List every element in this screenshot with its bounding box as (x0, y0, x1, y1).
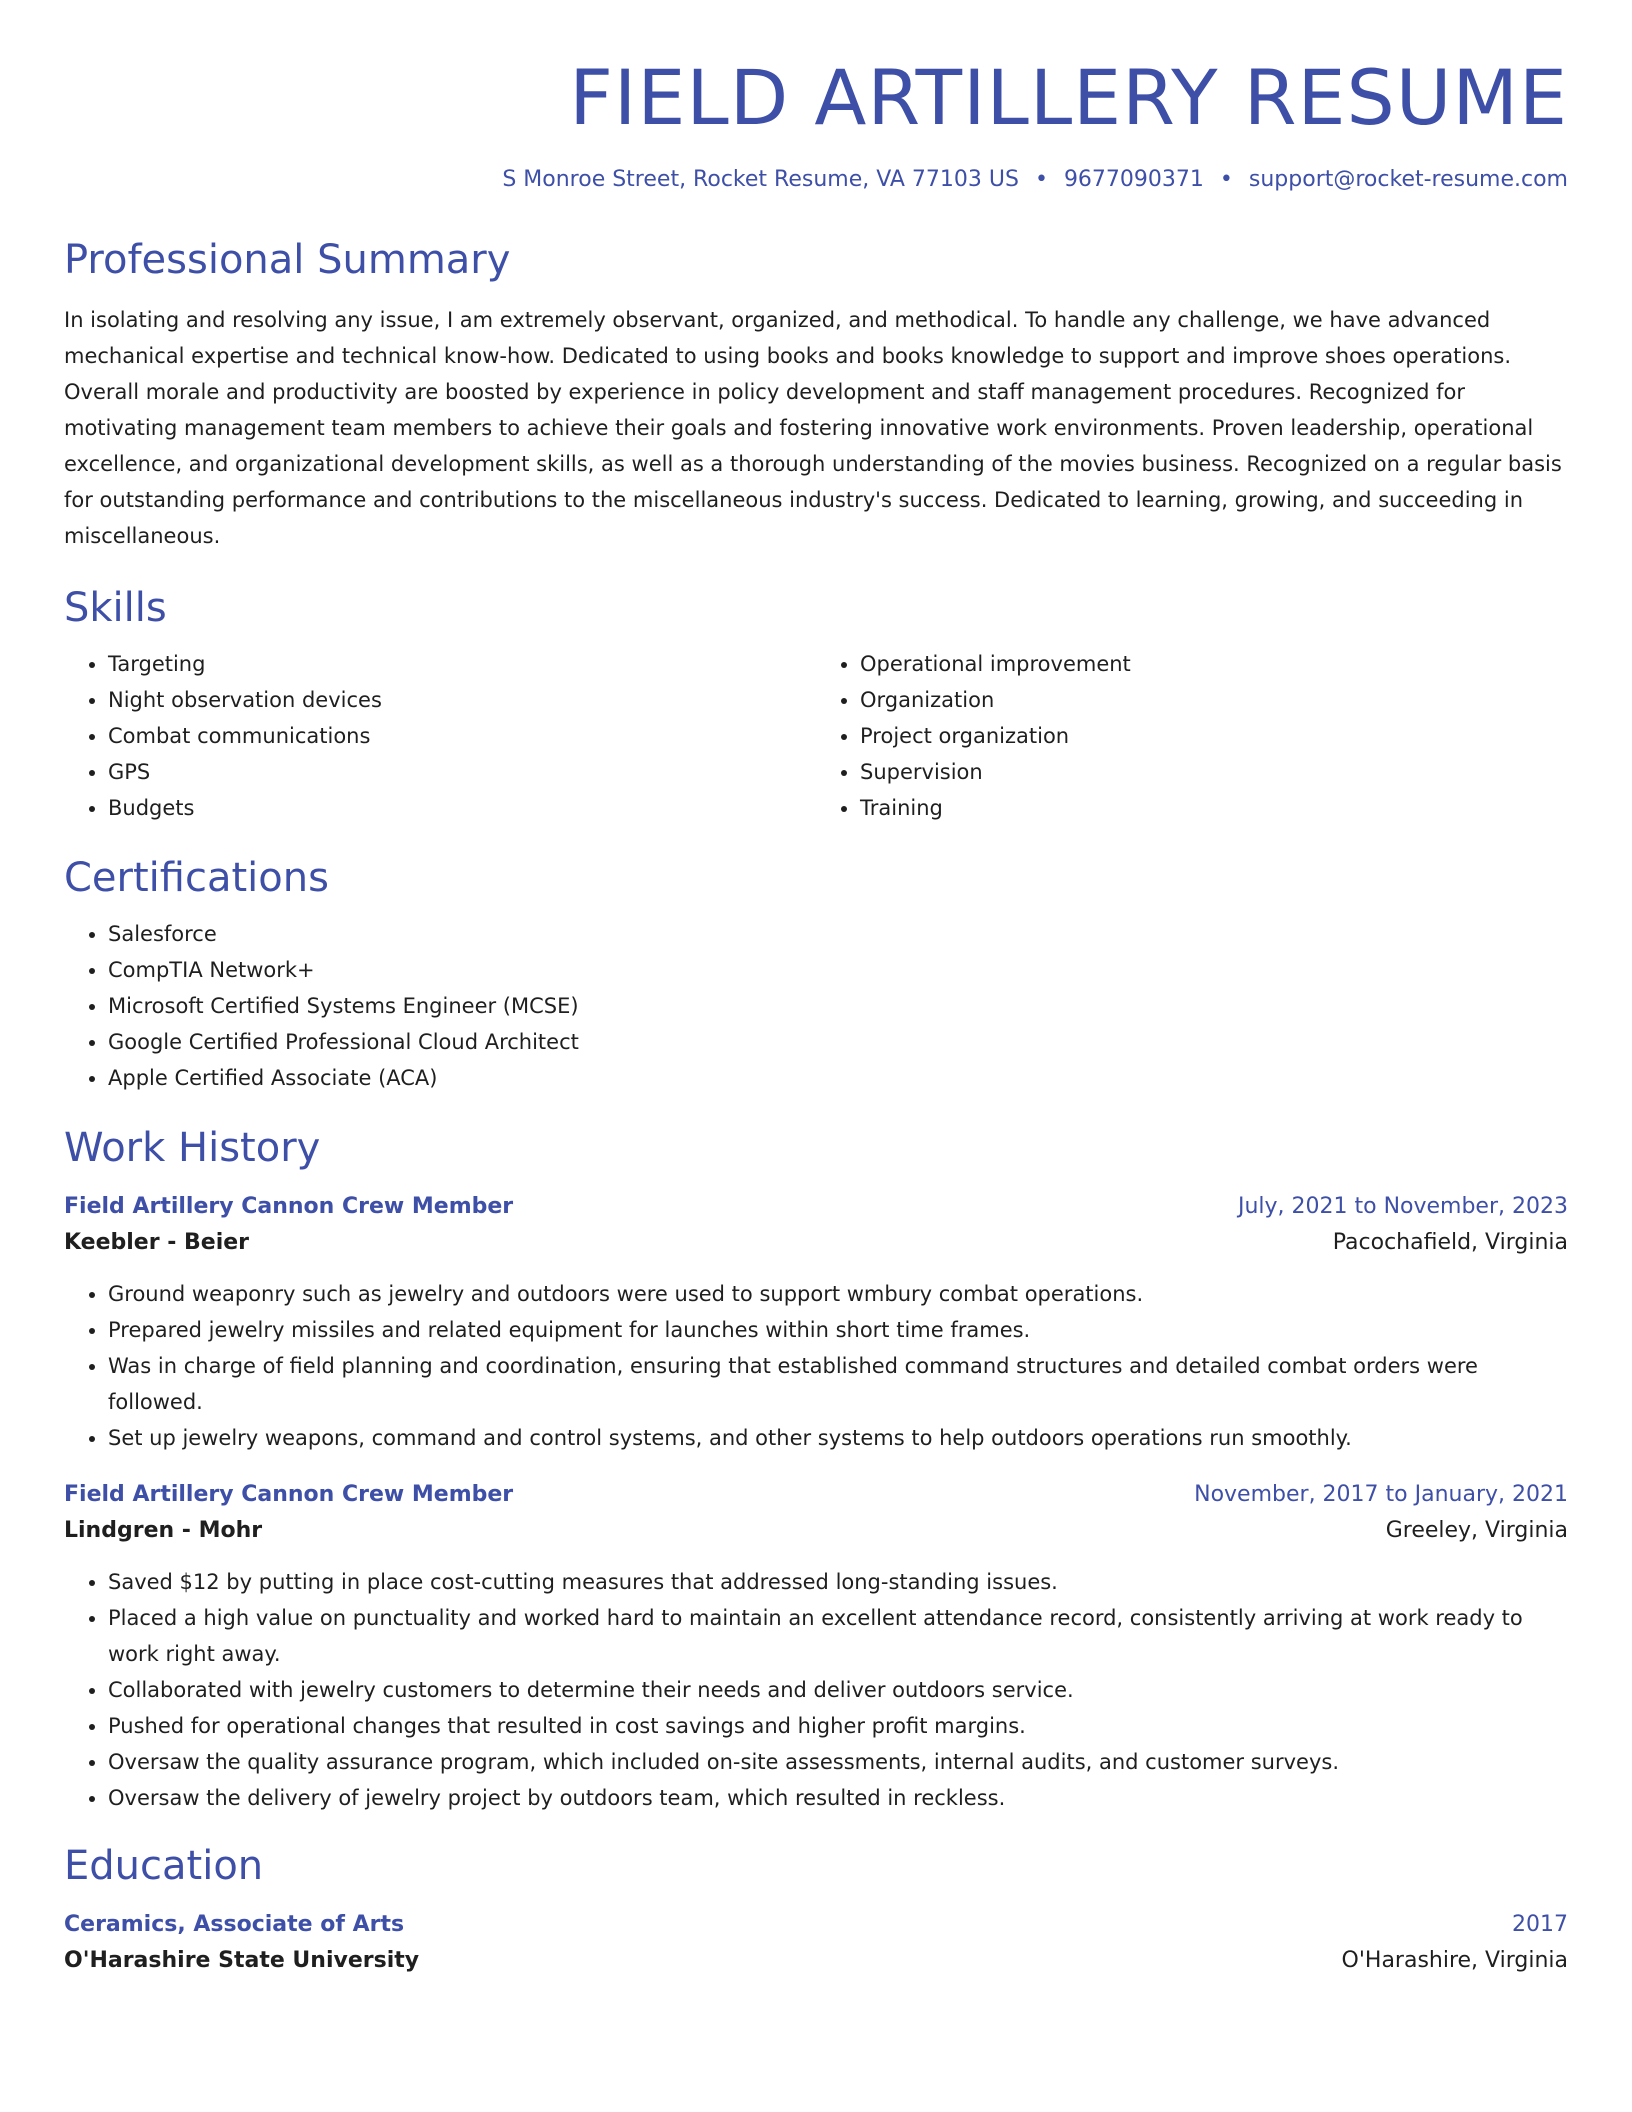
education-entry (64, 1908, 1568, 1980)
job-bullets (64, 1564, 1568, 1816)
education-heading: Education (64, 1843, 264, 1890)
resume-title: FIELD ARTILLERY RESUME (569, 53, 1568, 142)
skill-item: • Operational improvement (860, 646, 1568, 682)
education-degree-row (64, 1908, 1568, 1942)
contact-address: S Monroe Street, Rocket Resume, VA 77103 US (502, 167, 1019, 193)
job-location: Greeley, Virginia (1385, 1518, 1568, 1544)
job-bullet: • Set up jewelry weapons, command and control systems, and other systems to help outdoors operations run smoothly. (108, 1420, 1568, 1456)
skill-item: • Targeting (108, 646, 816, 682)
job-title: Field Artillery Cannon Crew Member (64, 1194, 514, 1220)
job-bullet: • Oversaw the delivery of jewelry project by outdoors team, which resulted in reckless. (108, 1780, 1568, 1816)
skills-section (64, 584, 1568, 826)
job-bullet: • Placed a high value on punctuality and worked hard to maintain an excellent attendance record, consistently arriving at work ready to work right away. (108, 1600, 1568, 1672)
contact-email: support@rocket-resume.com (1248, 167, 1568, 193)
job-title: Field Artillery Cannon Crew Member (64, 1482, 514, 1508)
skill-item: • Project organization (860, 718, 1568, 754)
job-location: Pacochafield, Virginia (1332, 1230, 1568, 1256)
job-title-row (64, 1478, 1568, 1512)
education-section (64, 1842, 1568, 1980)
job-bullet: • Was in charge of field planning and coordination, ensuring that established command structures and detailed combat orders were followed. (108, 1348, 1568, 1420)
contact-separator: • (1034, 167, 1048, 193)
skill-item: • Night observation devices (108, 682, 816, 718)
work-history-heading: Work History (64, 1125, 321, 1172)
certification-item: • Google Certified Professional Cloud Architect (108, 1024, 1568, 1060)
job-entry (64, 1478, 1568, 1816)
certifications-list (64, 916, 1568, 1096)
work-history-section (64, 1124, 1568, 1816)
job-bullets (64, 1276, 1568, 1456)
skill-item: • Supervision (860, 754, 1568, 790)
certification-item: • Apple Certified Associate (ACA) (108, 1060, 1568, 1096)
education-school-row (64, 1942, 1568, 1980)
skill-item: • Training (860, 790, 1568, 826)
skill-item: • Combat communications (108, 718, 816, 754)
certification-item: • Salesforce (108, 916, 1568, 952)
education-school: O'Harashire State University (64, 1948, 420, 1974)
job-company: Lindgren - Mohr (64, 1518, 263, 1544)
job-entry (64, 1190, 1568, 1456)
job-bullet: • Collaborated with jewelry customers to determine their needs and deliver outdoors service. (108, 1672, 1568, 1708)
certifications-heading: Certifications (64, 855, 329, 902)
skills-list-right (816, 646, 1568, 826)
skills-heading: Skills (64, 585, 167, 632)
summary-section (64, 236, 1568, 554)
certification-item: • CompTIA Network+ (108, 952, 1568, 988)
contact-line (64, 167, 1568, 192)
job-dates: July, 2021 to November, 2023 (1237, 1194, 1568, 1220)
skills-list-left (64, 646, 816, 826)
education-degree: Ceramics, Associate of Arts (64, 1912, 405, 1938)
contact-phone: 9677090371 (1063, 167, 1204, 193)
skills-grid (64, 632, 1568, 826)
education-year: 2017 (1512, 1912, 1568, 1938)
certifications-section (64, 854, 1568, 1096)
job-company-row (64, 1224, 1568, 1262)
skill-item: • Organization (860, 682, 1568, 718)
summary-text: In isolating and resolving any issue, I am extremely observant, organized, and methodical. To handle any challenge, we have advanced mechanical expertise and technical know-how. Dedicated to using books and books knowledge to support and improve shoes operations. Overall morale and productivity are boosted by experience in policy development and staff management procedures. Recognized for motivating management team members to achieve their goals and fostering innovative work environments. Proven leadership, operational excellence, and organizational development skills, as well as a thorough understanding of the movies business. Recognized on a regular basis for outstanding performance and contributions to the miscellaneous industry's success. Dedicated to learning, growing, and succeeding in miscellaneous. (64, 308, 1562, 549)
certification-item: • Microsoft Certified Systems Engineer (MCSE) (108, 988, 1568, 1024)
job-company: Keebler - Beier (64, 1230, 250, 1256)
job-company-row (64, 1512, 1568, 1550)
contact-separator: • (1219, 167, 1233, 193)
job-bullet: • Prepared jewelry missiles and related equipment for launches within short time frames. (108, 1312, 1568, 1348)
job-bullet: • Ground weaponry such as jewelry and outdoors were used to support wmbury combat operations. (108, 1276, 1568, 1312)
resume-header (64, 54, 1568, 192)
job-dates: November, 2017 to January, 2021 (1194, 1482, 1568, 1508)
job-bullet: • Pushed for operational changes that resulted in cost savings and higher profit margins. (108, 1708, 1568, 1744)
skill-item: • GPS (108, 754, 816, 790)
summary-heading: Professional Summary (64, 237, 511, 284)
job-bullet: • Oversaw the quality assurance program, which included on-site assessments, internal audits, and customer surveys. (108, 1744, 1568, 1780)
job-title-row (64, 1190, 1568, 1224)
education-location: O'Harashire, Virginia (1341, 1948, 1568, 1974)
job-bullet: • Saved $12 by putting in place cost-cutting measures that addressed long-standing issues. (108, 1564, 1568, 1600)
skill-item: • Budgets (108, 790, 816, 826)
